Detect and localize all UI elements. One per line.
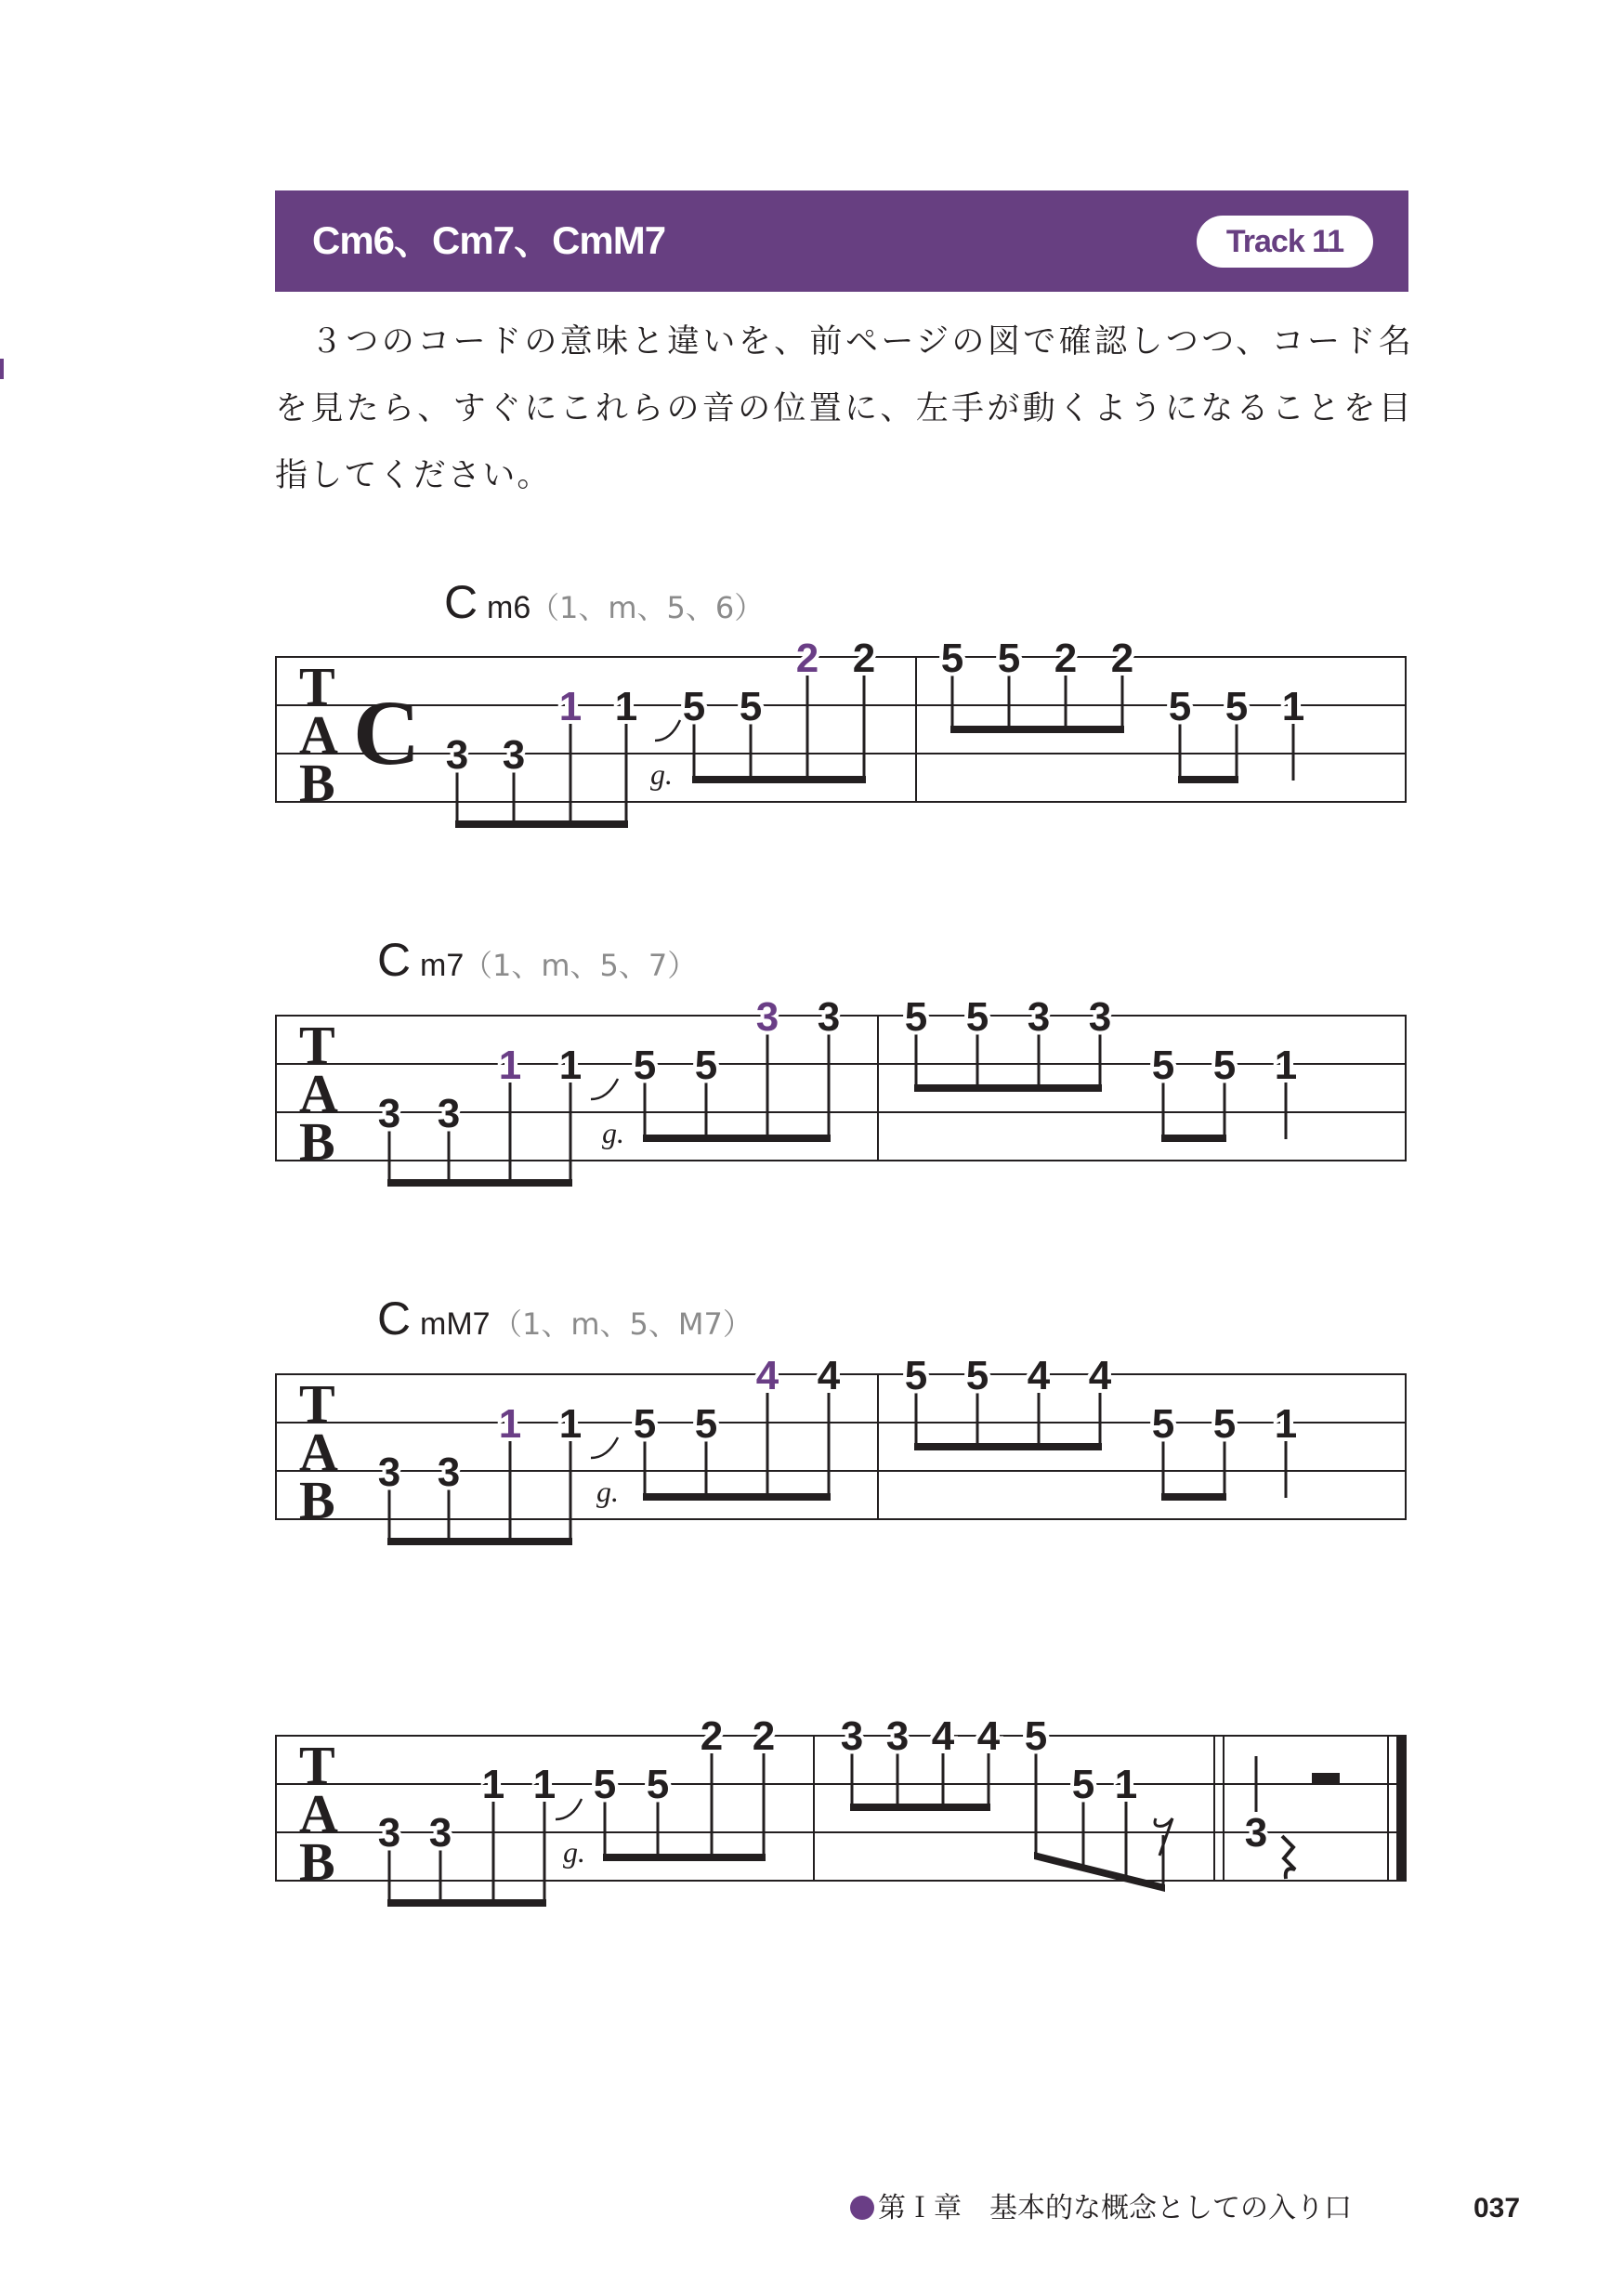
- fret-number: 5: [1225, 684, 1249, 729]
- staff-lines: [275, 1016, 1407, 1161]
- fret-number: 5: [1024, 1713, 1048, 1759]
- fret-number: 1: [1281, 684, 1305, 729]
- fret-number: 5: [593, 1762, 617, 1807]
- fret-number-highlight: 1: [498, 1401, 522, 1447]
- tab-label-t: T: [299, 1373, 335, 1434]
- fret-number: 3: [377, 1091, 401, 1136]
- slur: [591, 1437, 618, 1458]
- fret-number-highlight: 3: [755, 994, 779, 1040]
- chord-intervals: （1、m、5、7）: [463, 948, 698, 983]
- fret-number: 5: [633, 1043, 657, 1088]
- chord-quality: m6: [487, 590, 531, 625]
- fret-number: 1: [1274, 1043, 1298, 1088]
- half-rest: [1312, 1773, 1340, 1784]
- fret-number: 2: [1110, 636, 1134, 681]
- fret-number: 5: [694, 1401, 718, 1447]
- fret-number: 5: [646, 1762, 670, 1807]
- fret-number: 5: [633, 1401, 657, 1447]
- fret-number: 5: [1151, 1401, 1175, 1447]
- tab-label-b: B: [299, 1111, 335, 1172]
- fret-number: 5: [1168, 684, 1192, 729]
- intro-paragraph: ３つのコードの意味と違いを、前ページの図で確認しつつ、コード名を見たら、すぐにこれらの音の位置に、左手が動くようになることを目指してください。: [275, 323, 1413, 494]
- fret-number: 3: [1088, 994, 1112, 1040]
- chapter-footer: [850, 2185, 1352, 2232]
- beams: [455, 726, 1238, 828]
- tab-label-b: B: [299, 1470, 335, 1530]
- tab-staff-cm7: [275, 934, 1407, 1187]
- grace-mark: g.: [596, 1475, 619, 1508]
- track-badge: Track 11: [1197, 216, 1373, 268]
- fret-number-highlight: 4: [755, 1353, 779, 1398]
- fret-number: 2: [852, 636, 876, 681]
- tab-label-b: B: [299, 753, 335, 813]
- fret-number: 1: [481, 1762, 505, 1807]
- common-time-symbol: C: [353, 681, 421, 784]
- chord-root: C: [377, 1292, 412, 1345]
- fret-number: 5: [965, 994, 989, 1040]
- fret-number: 5: [904, 994, 928, 1040]
- grace-mark: g.: [650, 757, 673, 791]
- grace-mark: g.: [563, 1835, 585, 1869]
- fret-number: 5: [694, 1043, 718, 1088]
- fret-number: 5: [1212, 1401, 1237, 1447]
- fret-number: 1: [614, 684, 638, 729]
- final-barline: [1396, 1736, 1407, 1882]
- tab-label-a: A: [299, 704, 338, 765]
- fret-number: 5: [904, 1353, 928, 1398]
- fret-number: 3: [445, 732, 469, 778]
- fret-number: 4: [976, 1713, 1001, 1759]
- fret-number: 1: [558, 1043, 583, 1088]
- fret-number: 5: [965, 1353, 989, 1398]
- slur: [591, 1079, 618, 1099]
- fret-number: 2: [752, 1713, 776, 1759]
- tab-label-a: A: [299, 1783, 338, 1843]
- tab-label-t: T: [299, 656, 335, 716]
- page-number: 037: [1473, 2193, 1521, 2224]
- fret-number: 3: [377, 1450, 401, 1495]
- chord-intervals: （1、m、5、M7）: [492, 1306, 753, 1342]
- tab-label-a: A: [299, 1063, 338, 1123]
- tab-staff-ending: [275, 1713, 1407, 1907]
- chord-intervals: （1、m、5、6）: [530, 590, 765, 625]
- fret-number: 5: [997, 636, 1021, 681]
- fret-number: 5: [940, 636, 964, 681]
- fret-number: 3: [428, 1810, 452, 1856]
- fret-number: 4: [931, 1713, 955, 1759]
- fret-number: 5: [682, 684, 706, 729]
- fret-number: 3: [437, 1091, 461, 1136]
- fret-number: 2: [1054, 636, 1078, 681]
- chord-quality: m7: [420, 948, 465, 983]
- fret-number-highlight: 1: [558, 684, 583, 729]
- section-title: Cm6、Cm7、CmM7: [312, 218, 666, 262]
- chord-root: C: [444, 576, 478, 628]
- tab-label-t: T: [299, 1015, 335, 1075]
- fret-number: 5: [1071, 1762, 1095, 1807]
- tab-label-t: T: [299, 1735, 335, 1795]
- fret-number: 4: [817, 1353, 841, 1398]
- fret-number: 4: [1088, 1353, 1112, 1398]
- fret-number: 1: [1274, 1401, 1298, 1447]
- slur: [655, 720, 680, 741]
- fret-number: 3: [817, 994, 841, 1040]
- quarter-rest: [1282, 1836, 1295, 1879]
- grace-mark: g.: [602, 1116, 624, 1149]
- tab-staff-cm6: [275, 576, 1407, 828]
- fret-number: 5: [1151, 1043, 1175, 1088]
- fret-number: 3: [502, 732, 526, 778]
- fret-number: 2: [700, 1713, 724, 1759]
- fret-number: 5: [1212, 1043, 1237, 1088]
- fret-number: 3: [840, 1713, 864, 1759]
- tab-label-a: A: [299, 1422, 338, 1482]
- fret-number-highlight: 2: [795, 636, 819, 681]
- fret-number-highlight: 1: [498, 1043, 522, 1088]
- fret-number: 5: [739, 684, 763, 729]
- beams: [387, 1084, 1226, 1187]
- fret-number: 4: [1027, 1353, 1051, 1398]
- chord-quality: mM7: [420, 1306, 491, 1342]
- chord-root: C: [377, 934, 412, 986]
- fret-number: 1: [1114, 1762, 1138, 1807]
- chapter-title: 第Ｉ章 基本的な概念としての入り口: [878, 2192, 1352, 2224]
- fret-number: 3: [885, 1713, 910, 1759]
- fret-number: 3: [437, 1450, 461, 1495]
- fret-number: 3: [1027, 994, 1051, 1040]
- staff-lines: [275, 1374, 1407, 1519]
- tab-label-b: B: [299, 1831, 335, 1892]
- fret-number: 1: [558, 1401, 583, 1447]
- beams: [387, 1443, 1226, 1545]
- slur: [556, 1799, 582, 1819]
- fret-number: 3: [1244, 1810, 1268, 1856]
- bullet-dot-icon: [850, 2196, 874, 2220]
- fret-number: 3: [377, 1810, 401, 1856]
- beams: [387, 1804, 1165, 1907]
- fret-number: 1: [532, 1762, 557, 1807]
- tab-staff-cmm7: [275, 1292, 1407, 1545]
